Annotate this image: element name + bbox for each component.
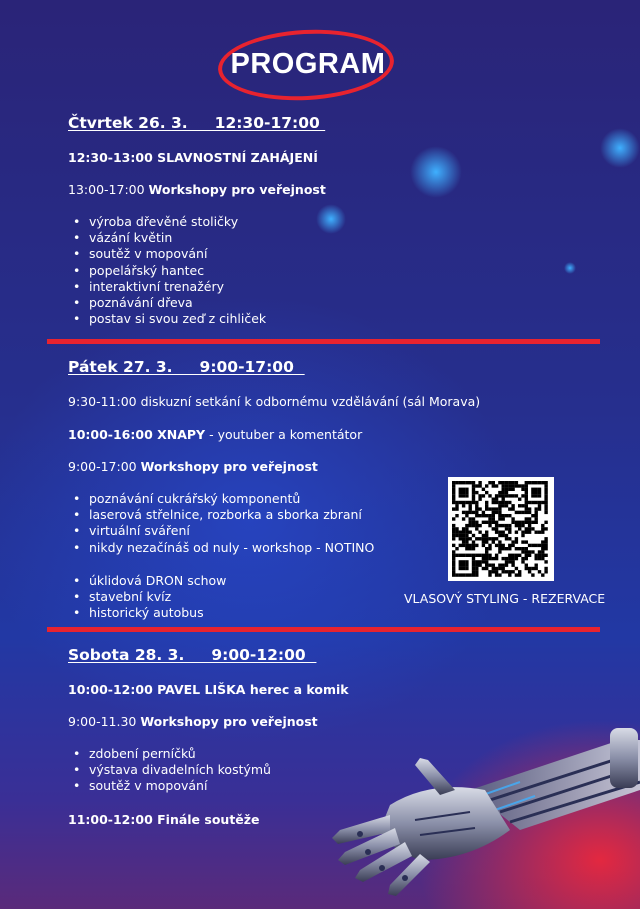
list-item: • nikdy nezačínáš od nuly - workshop - NOTINO (68, 540, 374, 556)
page-title: PROGRAM (230, 48, 386, 80)
blue-glow-light (410, 146, 462, 198)
qr-code-pattern (448, 477, 554, 581)
list-item: • soutěž v mopování (68, 778, 271, 794)
section-divider (47, 339, 600, 344)
workshop-list-saturday (68, 746, 271, 795)
list-item: • virtuální sváření (68, 523, 374, 539)
list-item: • laserová střelnice, rozborka a sborka zbraní (68, 507, 374, 523)
list-item: • zdobení perníčků (68, 746, 271, 762)
robot-hand-illustration (320, 720, 640, 909)
program-line: 13:00-17:00 Workshopy pro veřejnost (68, 182, 326, 197)
blue-glow-light (316, 204, 346, 234)
qr-code-label: VLASOVÝ STYLING - REZERVACE (404, 591, 606, 606)
list-item: • úklidová DRON schow (68, 573, 226, 589)
list-item: • poznávání cukrářský komponentů (68, 491, 374, 507)
list-item: • výstava divadelních kostýmů (68, 762, 271, 778)
program-line: 10:00-12:00 PAVEL LIŠKA herec a komik (68, 682, 349, 697)
list-item: • poznávání dřeva (68, 295, 266, 311)
list-item: • vázání květin (68, 230, 266, 246)
list-item: • výroba dřevěné stoličky (68, 214, 266, 230)
blue-glow-light (564, 262, 576, 274)
workshop-list-friday-extra (68, 573, 226, 622)
list-item: • historický autobus (68, 605, 226, 621)
section-divider (47, 627, 600, 632)
workshop-list-thursday (68, 214, 266, 327)
list-item: • postav si svou zeď z cihliček (68, 311, 266, 327)
program-line: 11:00-12:00 Finále soutěže (68, 812, 260, 827)
day-heading-saturday: Sobota 28. 3. 9:00-12:00 (68, 646, 317, 664)
program-title-badge (218, 30, 398, 104)
program-line: 12:30-13:00 SLAVNOSTNÍ ZAHÁJENÍ (68, 150, 318, 165)
blue-glow-light (600, 128, 640, 168)
list-item: • soutěž v mopování (68, 246, 266, 262)
day-heading-friday: Pátek 27. 3. 9:00-17:00 (68, 358, 305, 376)
workshop-list-friday (68, 491, 374, 556)
program-line: 9:00-11.30 Workshopy pro veřejnost (68, 714, 318, 729)
list-item: • stavební kvíz (68, 589, 226, 605)
program-line: 9:30-11:00 diskuzní setkání k odbornému vzdělávání (sál Morava) (68, 394, 481, 409)
day-heading-thursday: Čtvrtek 26. 3. 12:30-17:00 (68, 114, 326, 132)
qr-code[interactable] (448, 477, 554, 581)
list-item: • popelářský hantec (68, 263, 266, 279)
program-line: 9:00-17:00 Workshopy pro veřejnost (68, 459, 318, 474)
list-item: • interaktivní trenažéry (68, 279, 266, 295)
program-line: 10:00-16:00 XNAPY - youtuber a komentátor (68, 427, 363, 442)
